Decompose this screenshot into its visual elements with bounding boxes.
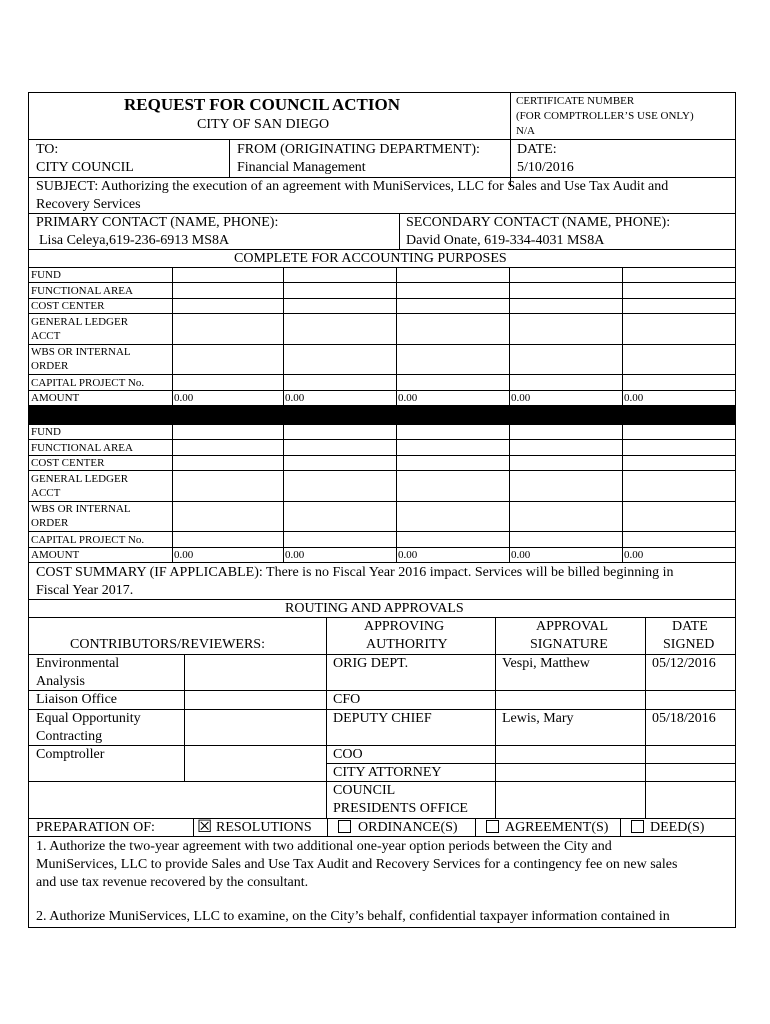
acct-row-functional-area: FUNCTIONAL AREA: [31, 442, 133, 454]
authority-deputy-chief: DEPUTY CHIEF: [333, 711, 432, 726]
agreement-label: AGREEMENT(S): [505, 820, 609, 835]
preparation-label: PREPARATION OF:: [36, 820, 155, 835]
body-p2-line-1: 2. Authorize MuniServices, LLC to examine, on the City’s behalf, confidential taxpayer information contained in: [36, 909, 670, 924]
date-orig-dept: 05/12/2016: [652, 656, 716, 671]
acct-row-cost-center: COST CENTER: [31, 300, 105, 312]
reviewer-environmental: Environmental: [36, 656, 120, 671]
resolutions-label: RESOLUTIONS: [216, 820, 312, 835]
reviewer-equal-opportunity: Equal Opportunity: [36, 711, 141, 726]
acct-row-amount: AMOUNT: [31, 549, 80, 561]
accounting-heading: COMPLETE FOR ACCOUNTING PURPOSES: [234, 251, 507, 266]
acct-row-cost-center: COST CENTER: [31, 457, 105, 469]
certificate-value: N/A: [516, 125, 535, 137]
acct-row-acct: ACCT: [31, 487, 61, 499]
subject-line-2: Recovery Services: [36, 197, 141, 212]
acct-row-acct: ACCT: [31, 330, 61, 342]
reviewer-contracting: Contracting: [36, 729, 103, 744]
col-date-2: SIGNED: [663, 637, 715, 652]
acct-row-general-ledger: GENERAL LEDGER: [31, 316, 129, 328]
ordinance-checkbox[interactable]: [338, 820, 351, 833]
routing-heading: ROUTING AND APPROVALS: [285, 601, 464, 616]
reviewer-analysis: Analysis: [36, 674, 85, 689]
separator-bar: [28, 406, 736, 424]
to-value: CITY COUNCIL: [36, 160, 134, 175]
col-date-1: DATE: [672, 619, 708, 634]
authority-cfo: CFO: [333, 692, 361, 707]
signature-orig-dept: Vespi, Matthew: [502, 656, 590, 671]
to-label: TO:: [36, 142, 59, 157]
col-signature-2: SIGNATURE: [530, 637, 608, 652]
authority-city-attorney: CITY ATTORNEY: [333, 765, 442, 780]
deed-checkbox[interactable]: [631, 820, 644, 833]
date-deputy-chief: 05/18/2016: [652, 711, 716, 726]
cost-summary-line-2: Fiscal Year 2017.: [36, 583, 134, 598]
acct-row-fund: FUND: [31, 269, 61, 281]
from-value: Financial Management: [237, 160, 366, 175]
from-label: FROM (ORIGINATING DEPARTMENT):: [237, 142, 480, 157]
ordinance-label: ORDINANCE(S): [358, 820, 458, 835]
amount-cell: 0.00: [398, 392, 418, 404]
authority-presidents-office: PRESIDENTS OFFICE: [333, 801, 468, 816]
acct-row-order: ORDER: [31, 360, 69, 372]
primary-contact-label: PRIMARY CONTACT (NAME, PHONE):: [36, 215, 279, 230]
amount-cell: 0.00: [511, 549, 531, 561]
deed-label: DEED(S): [650, 820, 705, 835]
authority-orig-dept: ORIG DEPT.: [333, 656, 409, 671]
acct-row-capital-project: CAPITAL PROJECT No.: [31, 534, 145, 546]
date-label: DATE:: [517, 142, 557, 157]
acct-row-wbs: WBS OR INTERNAL: [31, 346, 131, 358]
authority-coo: COO: [333, 747, 363, 762]
agreement-checkbox[interactable]: [486, 820, 499, 833]
acct-row-capital-project: CAPITAL PROJECT No.: [31, 377, 145, 389]
certificate-label: CERTIFICATE NUMBER: [516, 95, 635, 107]
amount-cell: 0.00: [174, 549, 194, 561]
amount-cell: 0.00: [398, 549, 418, 561]
amount-cell: 0.00: [174, 392, 194, 404]
body-p1-line-2: MuniServices, LLC to provide Sales and Use Tax Audit and Recovery Services for a contingency fee on new sales: [36, 857, 678, 872]
acct-row-general-ledger: GENERAL LEDGER: [31, 473, 129, 485]
form-title: REQUEST FOR COUNCIL ACTION: [124, 95, 400, 114]
col-signature-1: APPROVAL: [536, 619, 609, 634]
acct-row-fund: FUND: [31, 426, 61, 438]
body-p1-line-3: and use tax revenue recovered by the consultant.: [36, 875, 309, 890]
amount-cell: 0.00: [285, 549, 305, 561]
reviewer-liaison: Liaison Office: [36, 692, 117, 707]
col-authority-2: AUTHORITY: [366, 637, 448, 652]
primary-contact-value: Lisa Celeya,619-236-6913 MS8A: [39, 233, 230, 248]
body-p1-line-1: 1. Authorize the two-year agreement with two additional one-year option periods between the City and: [36, 839, 612, 854]
cost-summary-line-1: COST SUMMARY (IF APPLICABLE): There is no Fiscal Year 2016 impact. Services will be billed beginning in: [36, 565, 674, 580]
col-contributors: CONTRIBUTORS/REVIEWERS:: [70, 637, 265, 652]
secondary-contact-label: SECONDARY CONTACT (NAME, PHONE):: [406, 215, 671, 230]
acct-row-wbs: WBS OR INTERNAL: [31, 503, 131, 515]
resolutions-checkbox[interactable]: ☒: [197, 817, 213, 836]
city-name: CITY OF SAN DIEGO: [197, 117, 330, 132]
col-authority-1: APPROVING: [364, 619, 445, 634]
certificate-note: (FOR COMPTROLLER’S USE ONLY): [516, 110, 694, 122]
date-value: 5/10/2016: [517, 160, 574, 175]
signature-deputy-chief: Lewis, Mary: [502, 711, 574, 726]
amount-cell: 0.00: [624, 549, 644, 561]
amount-cell: 0.00: [624, 392, 644, 404]
authority-council: COUNCIL: [333, 783, 396, 798]
acct-row-amount: AMOUNT: [31, 392, 80, 404]
amount-cell: 0.00: [511, 392, 531, 404]
reviewer-comptroller: Comptroller: [36, 747, 105, 762]
acct-row-order: ORDER: [31, 517, 69, 529]
acct-row-functional-area: FUNCTIONAL AREA: [31, 285, 133, 297]
secondary-contact-value: David Onate, 619-334-4031 MS8A: [406, 233, 605, 248]
subject-line-1: SUBJECT: Authorizing the execution of an agreement with MuniServices, LLC for Sales and Use Tax Audit and: [36, 179, 669, 194]
amount-cell: 0.00: [285, 392, 305, 404]
